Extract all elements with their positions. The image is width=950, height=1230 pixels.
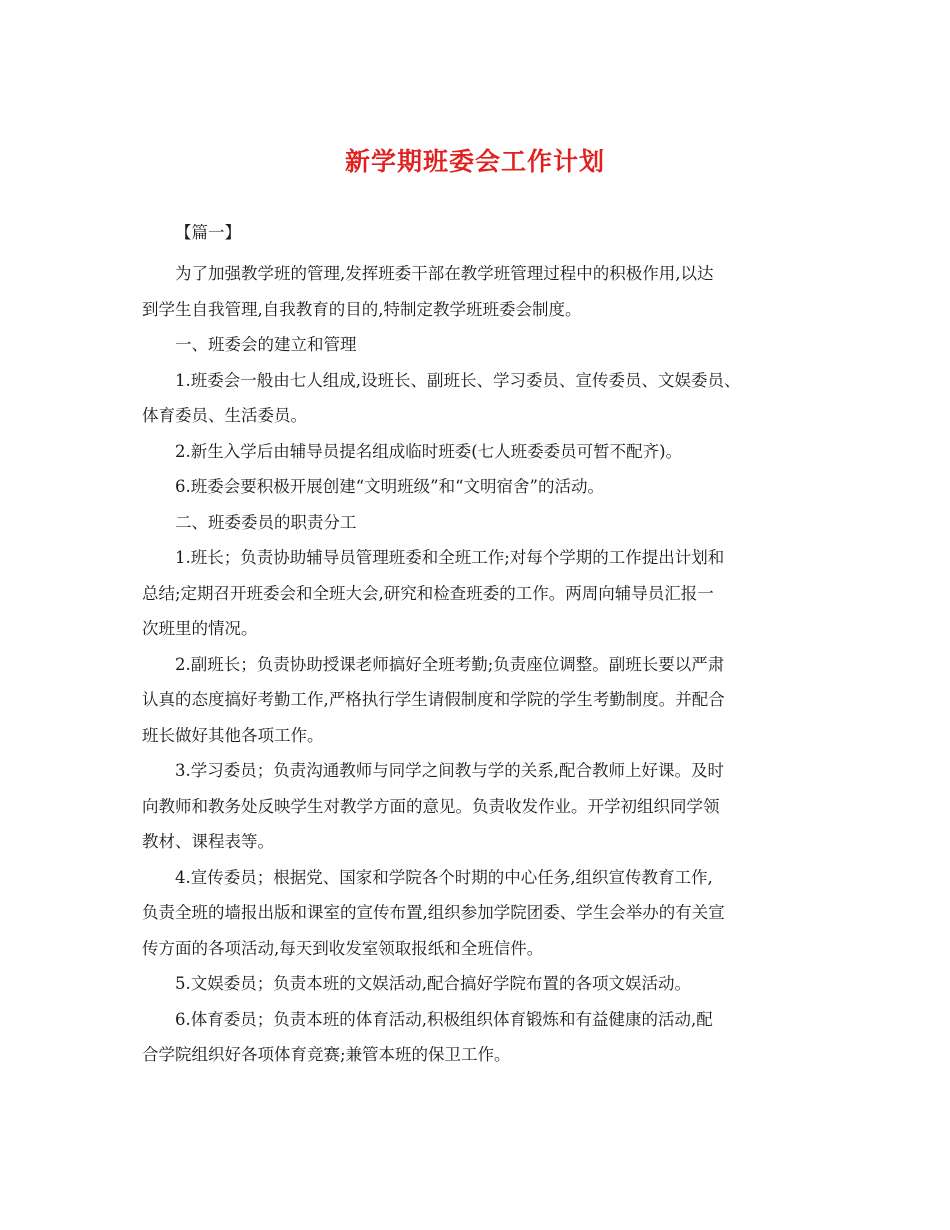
paragraph-line: 为了加强教学班的管理,发挥班委干部在教学班管理过程中的积极作用,以达	[175, 264, 714, 283]
paragraph	[142, 860, 822, 967]
paragraph-line: 4.宣传委员；根据党、国家和学院各个时期的中心任务,组织宣传教育工作,	[175, 867, 713, 887]
paragraph-line: 2.副班长；负责协助授课老师搞好全班考勤;负责座位调整。副班长要以严肃	[175, 654, 725, 674]
paragraph-line: 1.班委会一般由七人组成,设班长、副班长、学习委员、宣传委员、文娱委员、	[175, 370, 741, 390]
paragraph-line: 班长做好其他各项工作。	[142, 725, 324, 745]
paragraph	[142, 434, 822, 470]
document-body	[142, 256, 822, 1073]
paragraph-line: 合学院组织好各项体育竞赛;兼管本班的保卫工作。	[142, 1045, 511, 1064]
paragraph-line: 1.班长；负责协助辅导员管理班委和全班工作;对每个学期的工作提出计划和	[175, 548, 725, 567]
paragraph-line: 向教师和教务处反映学生对教学方面的意见。负责收发作业。开学初组织同学领	[142, 796, 720, 816]
paragraph-line: 6.班委会要积极开展创建“文明班级”和“文明宿舍”的活动。	[175, 477, 604, 496]
paragraph	[142, 753, 822, 860]
paragraph-line: 传方面的各项活动,每天到收发室领取报纸和全班信件。	[142, 938, 544, 958]
paragraph	[142, 1002, 822, 1073]
paragraph-line: 负责全班的墙报出版和课室的宣传布置,组织参加学院团委、学生会举办的有关宣	[142, 903, 725, 922]
paragraph	[142, 469, 822, 505]
section-label: 【篇一】	[175, 223, 241, 242]
paragraph	[142, 256, 822, 327]
paragraph	[142, 647, 822, 754]
paragraph-line: 3.学习委员；负责沟通教师与同学之间教与学的关系,配合教师上好课。及时	[175, 761, 724, 780]
paragraph-line: 6.体育委员；负责本班的体育活动,积极组织体育锻炼和有益健康的活动,配	[175, 1009, 713, 1029]
paragraph-line: 2.新生入学后由辅导员提名组成临时班委(七人班委委员可暂不配齐)。	[175, 441, 683, 461]
page-title: 新学期班委会工作计划	[344, 147, 605, 176]
paragraph-line: 体育委员、生活委员。	[142, 406, 307, 425]
paragraph-line: 认真的态度搞好考勤工作,严格执行学生请假制度和学院的学生考勤制度。并配合	[142, 690, 725, 709]
paragraph	[142, 363, 822, 434]
paragraph-line: 二、班委委员的职责分工	[175, 512, 357, 532]
paragraph-line: 5.文娱委员；负责本班的文娱活动,配合搞好学院布置的各项文娱活动。	[175, 974, 691, 993]
paragraph-line: 次班里的情况。	[142, 619, 258, 638]
paragraph-line: 到学生自我管理,自我教育的目的,特制定教学班班委会制度。	[142, 299, 582, 319]
paragraph	[142, 540, 822, 647]
paragraph-line: 教材、课程表等。	[142, 832, 274, 851]
paragraph-line: 一、班委会的建立和管理	[175, 335, 357, 354]
paragraph-line: 总结;定期召开班委会和全班大会,研究和检查班委的工作。两周向辅导员汇报一	[142, 583, 714, 603]
paragraph	[142, 966, 822, 1002]
paragraph	[142, 505, 822, 541]
paragraph	[142, 327, 822, 363]
